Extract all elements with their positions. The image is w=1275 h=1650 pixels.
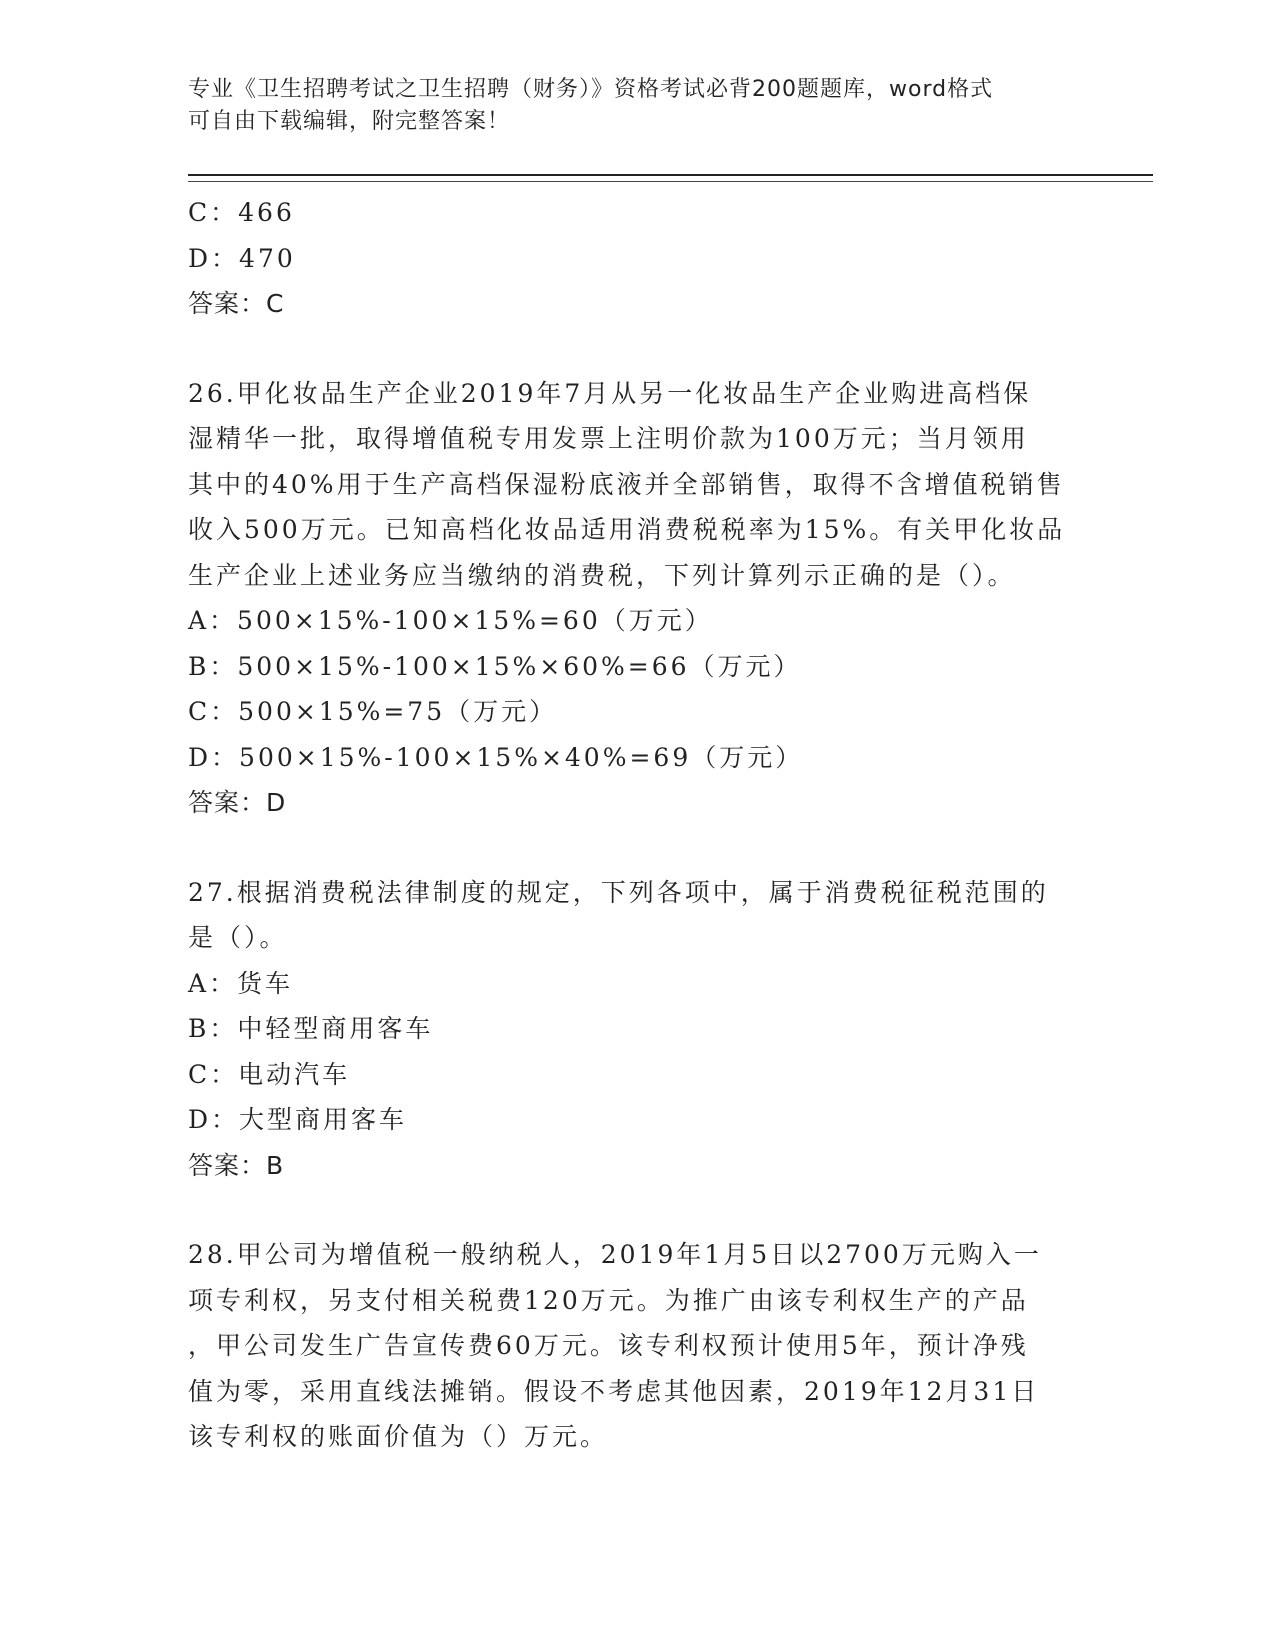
option-a: A：500×15%-100×15%=60（万元） [188,606,713,635]
block-spacer [188,826,1088,870]
option-d: D：大型商用客车 [188,1105,408,1134]
answer-line: 答案：B [188,1150,285,1180]
question-text-line: 26.甲化妆品生产企业2019年7月从另一化妆品生产企业购进高档保 [188,378,1032,408]
header-line-2: 可自由下载编辑，附完整答案！ [188,109,511,134]
question-block-26 [188,371,1088,826]
block-spacer [188,327,1088,371]
question-text-line: 值为零，采用直线法摊销。假设不考虑其他因素，2019年12月31日 [188,1376,1040,1406]
option-b: B：500×15%-100×15%×60%=66（万元） [188,651,802,681]
option-a: A：货车 [188,968,294,998]
option-d: D：470 [188,243,296,273]
option-c: C：500×15%=75（万元） [188,697,558,726]
question-list [188,190,1088,1460]
question-text-line: 27.根据消费税法律制度的规定，下列各项中，属于消费税征税范围的 [188,877,1049,907]
question-text-line: ，甲公司发生广告宣传费60万元。该专利权预计使用5年，预计净残 [188,1331,1029,1360]
header-line-1: 专业《卫生招聘考试之卫生招聘（财务）》资格考试必背200题题库，word格式 [188,77,994,102]
block-spacer [188,1188,1088,1232]
question-text-line: 是（）。 [188,923,288,952]
question-text-line: 其中的40%用于生产高档保湿粉底液并全部销售，取得不含增值税销售 [188,469,1065,499]
option-b: B：中轻型商用客车 [188,1014,434,1043]
option-d: D：500×15%-100×15%×40%=69（万元） [188,742,804,772]
header-divider-thin [188,181,1153,182]
question-text-line: 项专利权，另支付相关税费120万元。为推广由该专利权生产的产品 [188,1285,1029,1315]
answer-line: 答案：D [188,788,287,817]
question-block-28 [188,1232,1088,1460]
question-text-line: 生产企业上述业务应当缴纳的消费税，下列计算列示正确的是（）。 [188,560,1016,590]
option-c: C：电动汽车 [188,1059,351,1089]
page-header [188,74,1088,138]
question-block-25 [188,190,1088,327]
question-text-line: 28.甲公司为增值税一般纳税人，2019年1月5日以2700万元购入一 [188,1240,1042,1269]
question-text-line: 收入500万元。已知高档化妆品适用消费税税率为15%。有关甲化妆品 [188,515,1066,544]
option-c: C：466 [188,198,295,227]
header-divider-thick [188,174,1153,176]
question-text-line: 湿精华一批，取得增值税专用发票上注明价款为100万元；当月领用 [188,424,1029,453]
question-text-line: 该专利权的账面价值为（）万元。 [188,1422,609,1451]
question-block-27 [188,870,1088,1189]
answer-line: 答案：C [188,289,285,318]
